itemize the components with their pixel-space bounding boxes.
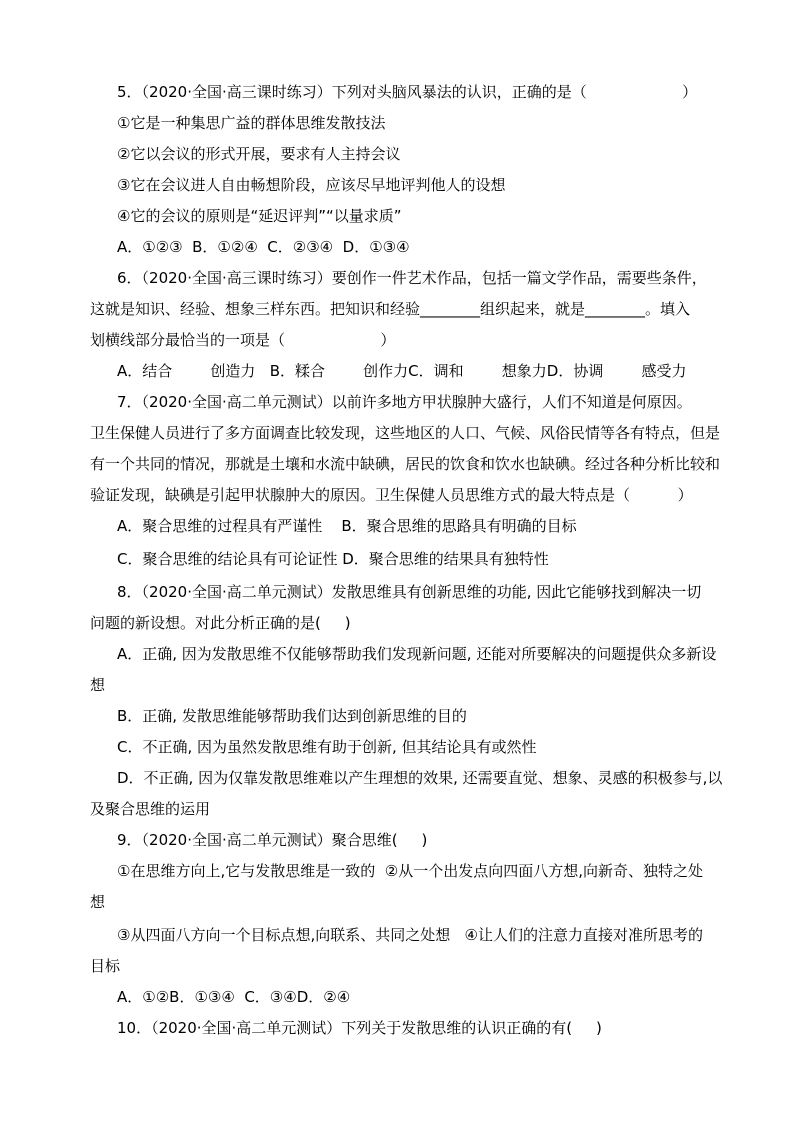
question-8-option-c: C．不正确, 因为虽然发散思维有助于创新, 但其结论具有或然性 xyxy=(117,738,537,756)
question-6-stem-line-2: 这就是知识、经验、想象三样东西。把知识和经验________组织起来，就是________。填入 xyxy=(90,300,691,318)
question-8-option-d-line-2: 及聚合思维的运用 xyxy=(90,800,211,818)
question-8-option-a-line-1: A．正确, 因为发散思维不仅能够帮助我们发现新问题, 还能对所要解决的问题提供众多新设 xyxy=(117,645,717,663)
question-6-options: A．结合 创造力 B．糅合 创作力C．调和 想象力D．协调 感受力 xyxy=(117,362,687,380)
question-7-stem-line-1: 7．（2020·全国·高二单元测试）以前许多地方甲状腺肿大盛行，人们不知道是何原因。 xyxy=(117,393,692,411)
question-8-stem-line-2: 问题的新设想。对此分析正确的是( ) xyxy=(90,614,351,632)
question-6-stem-line-3: 划横线部分最恰当的一项是（ ） xyxy=(90,331,396,349)
question-9-items-34-line-2: 目标 xyxy=(90,957,121,975)
question-6-stem-line-1: 6．（2020·全国·高三课时练习）要创作一件艺术作品，包括一篇文学作品，需要些条件， xyxy=(117,269,707,287)
question-10-stem: 10．（2020·全国·高二单元测试）下列关于发散思维的认识正确的有( ) xyxy=(117,1019,602,1037)
question-8-option-b: B．正确, 发散思维能够帮助我们达到创新思维的目的 xyxy=(117,707,467,725)
question-9-stem: 9．（2020·全国·高二单元测试）聚合思维( ) xyxy=(117,831,428,849)
question-8-option-a-line-2: 想 xyxy=(90,676,106,694)
question-9-options: A．①②B．①③④ C．③④D．②④ xyxy=(117,988,351,1006)
question-7-options-cd: C．聚合思维的结论具有可论证性 D．聚合思维的结果具有独特性 xyxy=(117,550,549,568)
question-5-options: A．①②③ B．①②④ C．②③④ D．①③④ xyxy=(117,238,410,256)
question-7-stem-line-4: 验证发现，缺碘是引起甲状腺肿大的原因。卫生保健人员思维方式的最大特点是（ ） xyxy=(90,486,693,504)
question-8-option-d-line-1: D．不正确, 因为仅靠发散思维难以产生理想的效果, 还需要直觉、想象、灵感的积极参与,以 xyxy=(117,769,723,787)
question-9-items-34-line-1: ③从四面八方向一个目标点想,向联系、共同之处想 ④让人们的注意力直接对准所思考的 xyxy=(117,926,703,944)
question-8-stem-line-1: 8．（2020·全国·高二单元测试）发散思维具有创新思维的功能, 因此它能够找到解决一切 xyxy=(117,583,702,601)
question-9-items-12-line-1: ①在思维方向上,它与发散思维是一致的 ②从一个出发点向四面八方想,向新奇、独特之处 xyxy=(117,862,703,880)
question-5-item-4: ④它的会议的原则是“延迟评判”“以量求质” xyxy=(117,207,402,225)
question-5-stem: 5．（2020·全国·高三课时练习）下列对头脑风暴法的认识，正确的是（ ） xyxy=(117,83,698,101)
question-7-stem-line-3: 有一个共同的情况，那就是土壤和水流中缺碘，居民的饮食和饮水也缺碘。经过各种分析比较和 xyxy=(90,455,721,473)
question-7-options-ab: A．聚合思维的过程具有严谨性 B．聚合思维的思路具有明确的目标 xyxy=(117,517,577,535)
question-9-items-12-line-2: 想 xyxy=(90,893,106,911)
question-7-stem-line-2: 卫生保健人员进行了多方面调查比较发现，这些地区的人口、气候、风俗民情等各有特点，但是 xyxy=(90,424,721,442)
question-5-item-1: ①它是一种集思广益的群体思维发散技法 xyxy=(117,114,386,132)
question-5-item-2: ②它以会议的形式开展，要求有人主持会议 xyxy=(117,145,401,163)
question-5-item-3: ③它在会议进人自由畅想阶段，应该尽早地评判他人的设想 xyxy=(117,176,506,194)
